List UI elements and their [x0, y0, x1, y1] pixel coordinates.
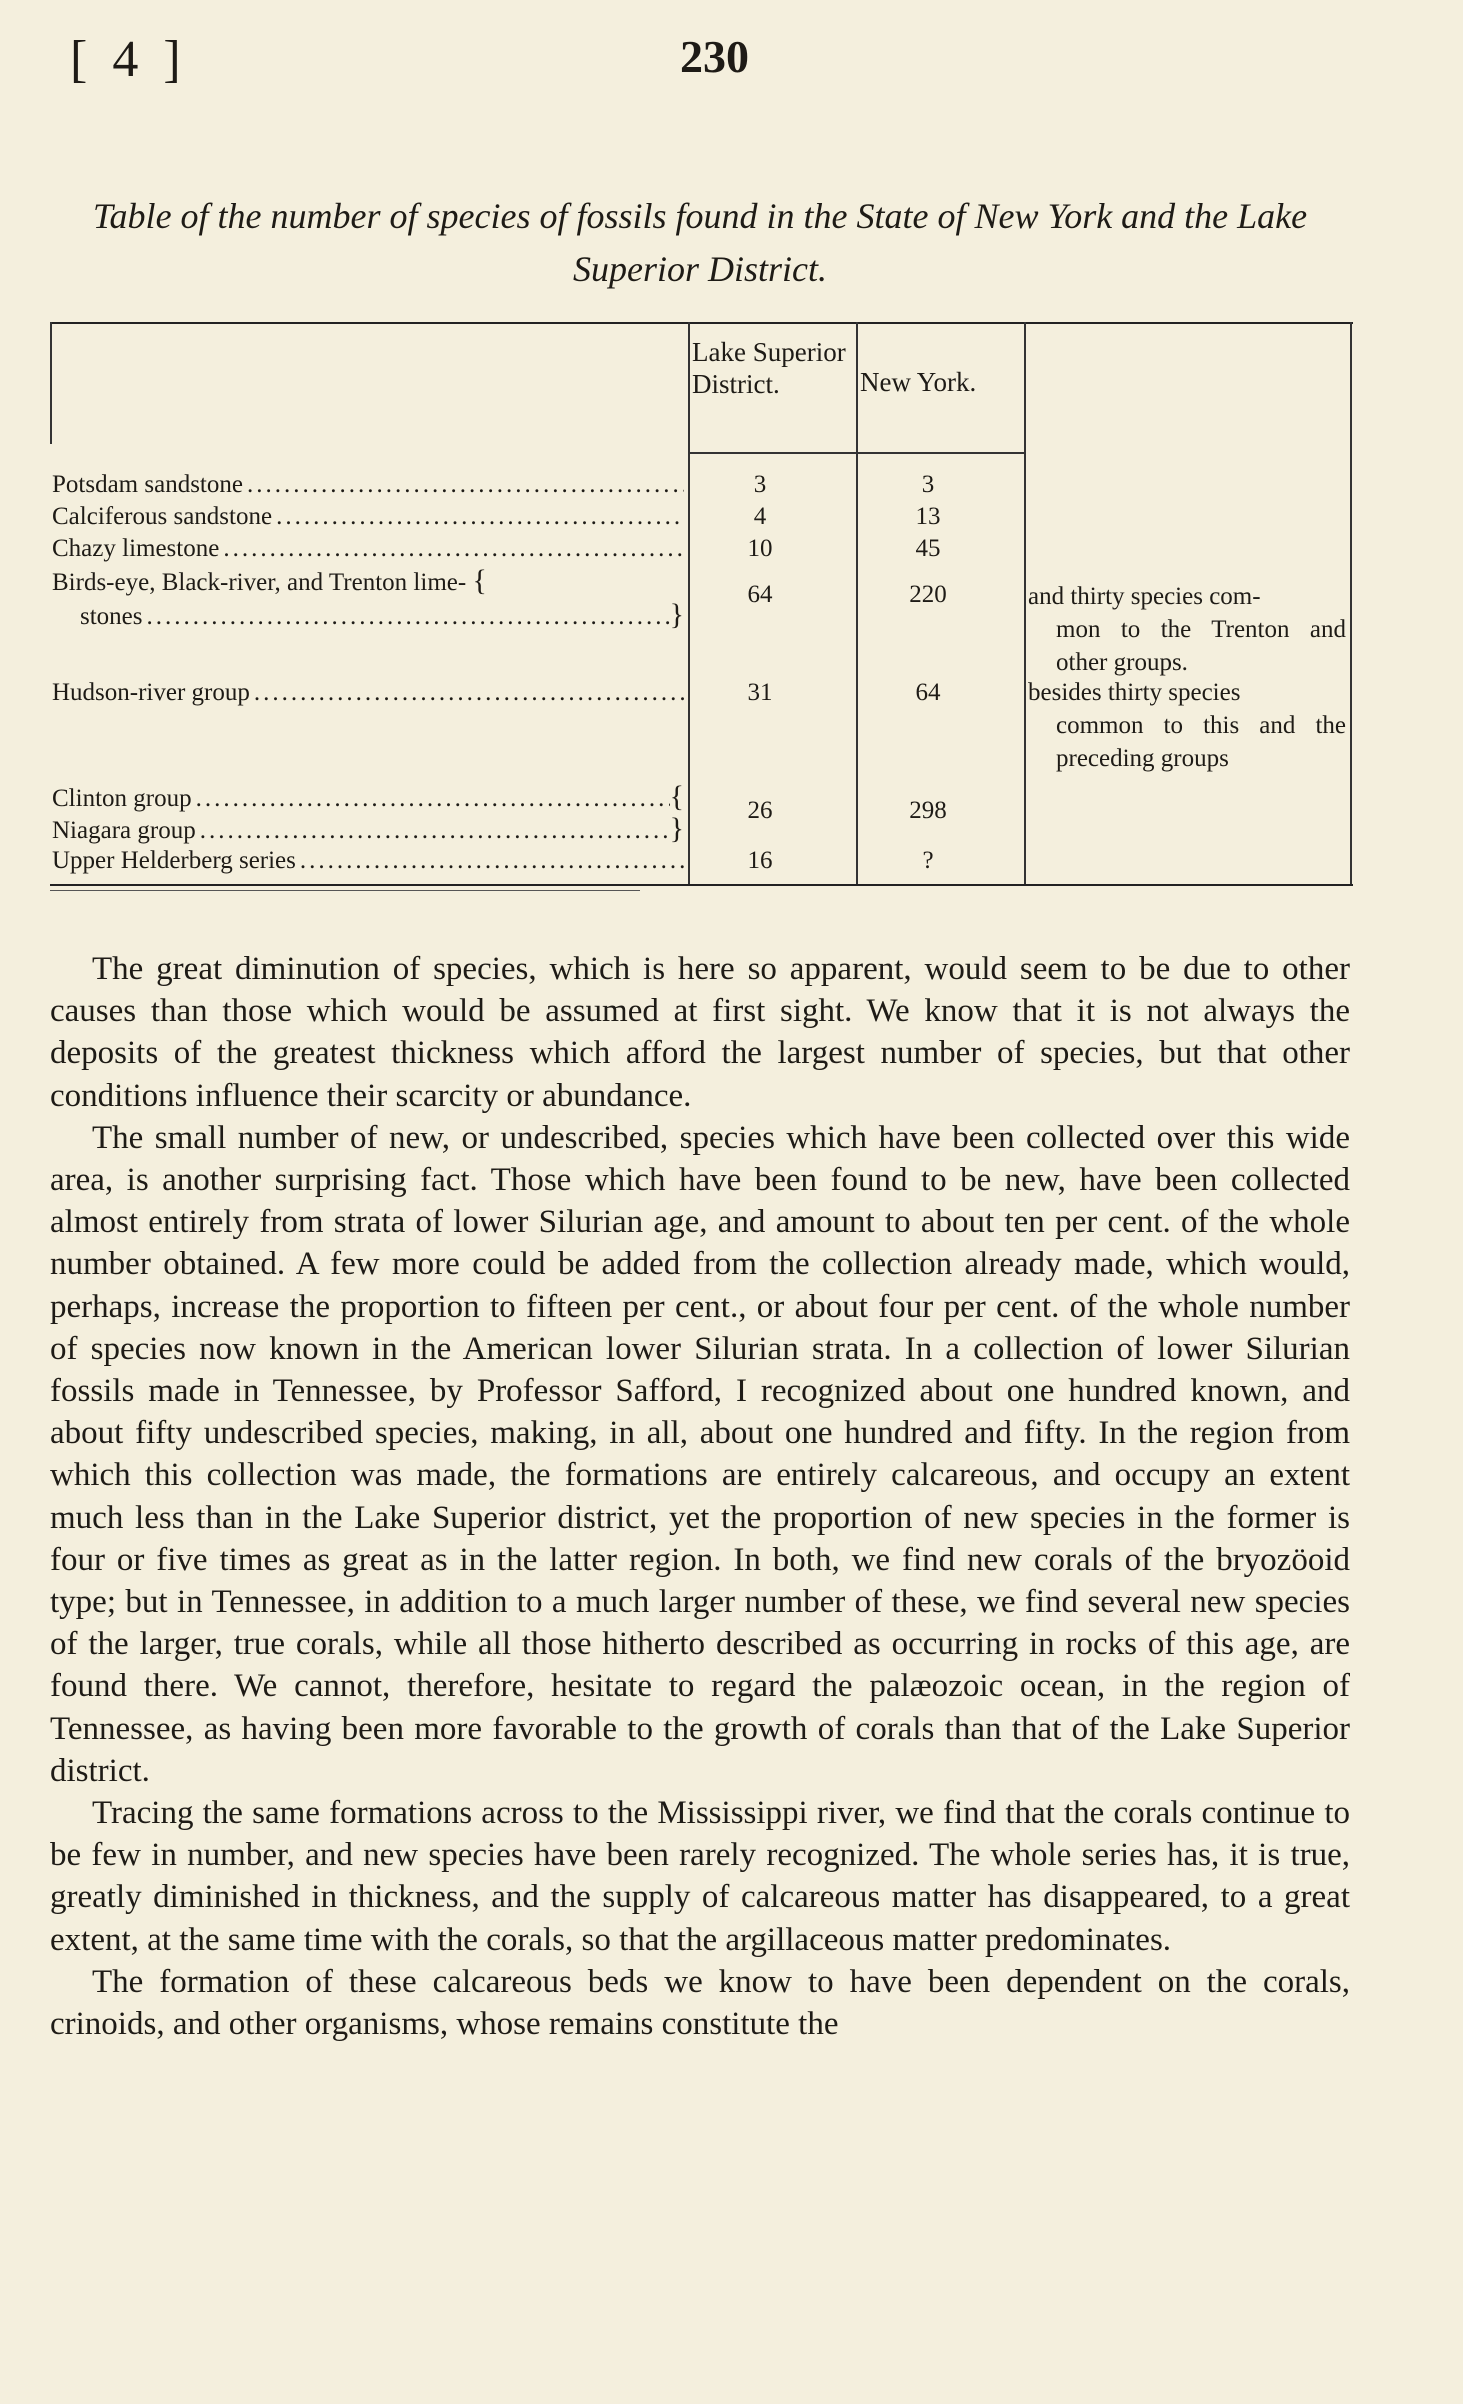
table-row-label: Chazy limestone ..... — [52, 532, 684, 565]
table-row-label-continued: stones ..... } — [52, 598, 684, 633]
paragraph: The small number of new, or undescribed, species which have been collected over this wide area, is another surprising fact. Those which have been found to be new, have been collected almost entirely from strata of lower Silurian age, and amount to about ten per cent. of the whole number obtained. A few more could be added from the collection already made, which would, perhaps, increase the proportion to fifteen per cent., or about four per cent. of the whole number of species now known in the American lower Silurian strata. In a collection of lower Silurian fossils made in Tennessee, by Professor Safford, I recognized about one hundred known, and about fifty undescribed species, making, in all, about one hundred and fifty. In the region from which this collection was made, the formations are entirely calcareous, and occupy an extent much less than in the Lake Superior district, yet the proportion of new species in the former is four or five times as great as in the latter region. In both, we find new corals of the bryozöoid type; but in Tennessee, in addition to a much larger number of these, we find several new species of the larger, true corals, while all those hitherto described as occurring in rocks of this age, are found there. We cannot, therefore, hesitate to regard the palæozoic ocean, in the region of Tennessee, as having been more favorable to the growth of corals than that of the Lake Superior district. — [50, 1119, 1350, 1789]
table-note: besides thirty species common to this and the preceding groups — [1028, 679, 1346, 772]
paragraph: The great diminution of species, which is here so apparent, would seem to be due to other causes than those which would be assumed at first sight. We know that it is not always the deposits of the greatest thickness which afford the largest number of species, but that other conditions influence their scarcity or abundance. — [50, 951, 1350, 1114]
table-cell-lake: 16 — [747, 847, 773, 874]
page-header — [70, 30, 1370, 100]
table-row-label: Niagara group ..... } — [52, 812, 684, 847]
paragraph: Tracing the same formations across to the Mississippi river, we find that the corals continue to be few in number, and new species have been rarely recognized. The whole series has, it is true, greatly diminished in thickness, and the supply of calcareous matter has disappeared, to a great extent, at the same time with the corals, so that the argillaceous matter predominates. — [50, 1795, 1350, 1958]
column-header-lake-superior: Lake Superior District. — [692, 337, 846, 399]
table-cell-lake: 26 — [747, 797, 773, 824]
column-divider — [1024, 322, 1026, 884]
table-row-label: Upper Helderberg series ..... — [52, 844, 684, 877]
table-cell-lake: 31 — [747, 679, 773, 706]
table-note: and thirty species com- mon to the Trenton and other groups. — [1028, 583, 1346, 676]
table-cell-ny: 45 — [915, 535, 941, 562]
table-row-label: Potsdam sandstone ..... — [52, 468, 684, 501]
table-cell-lake: 64 — [747, 581, 773, 608]
table-row-label: Calciferous sandstone ..... — [52, 500, 684, 533]
table-cell-ny: 13 — [915, 503, 941, 530]
paragraph: The formation of these calcareous beds we know to have been dependent on the corals, crinoids, and other organisms, whose remains constitute the — [50, 1963, 1350, 2043]
table-top-rule — [50, 322, 1353, 324]
table-bottom-rule-thin — [50, 890, 640, 891]
header-rule — [688, 452, 1024, 454]
page-number: 230 — [680, 31, 749, 82]
table-cell-ny: ? — [922, 847, 934, 874]
table-caption: Table of the number of species of fossils found in the State of New York and the Lake Superior District. — [92, 196, 1308, 289]
table-cell-lake: 3 — [753, 471, 767, 498]
body-text — [50, 948, 1350, 2045]
signature-mark: [ 4 ] — [70, 31, 187, 88]
table-left-rule — [50, 322, 52, 444]
table-cell-ny: 64 — [915, 679, 941, 706]
table-row-label: Birds-eye, Black-river, and Trenton lime- { — [52, 564, 487, 597]
column-header-new-york: New York. — [860, 367, 977, 397]
table-right-rule — [1350, 322, 1352, 884]
table-row-label: Clinton group ..... { — [52, 780, 684, 815]
table-cell-ny: 220 — [909, 581, 947, 608]
table-cell-lake: 4 — [753, 503, 767, 530]
table-cell-lake: 10 — [747, 535, 773, 562]
species-table — [50, 322, 1353, 892]
table-cell-ny: 3 — [921, 471, 935, 498]
table-row-label: Hudson-river group ..... — [52, 676, 684, 709]
table-cell-ny: 298 — [909, 797, 947, 824]
table-bottom-rule — [50, 884, 1353, 886]
